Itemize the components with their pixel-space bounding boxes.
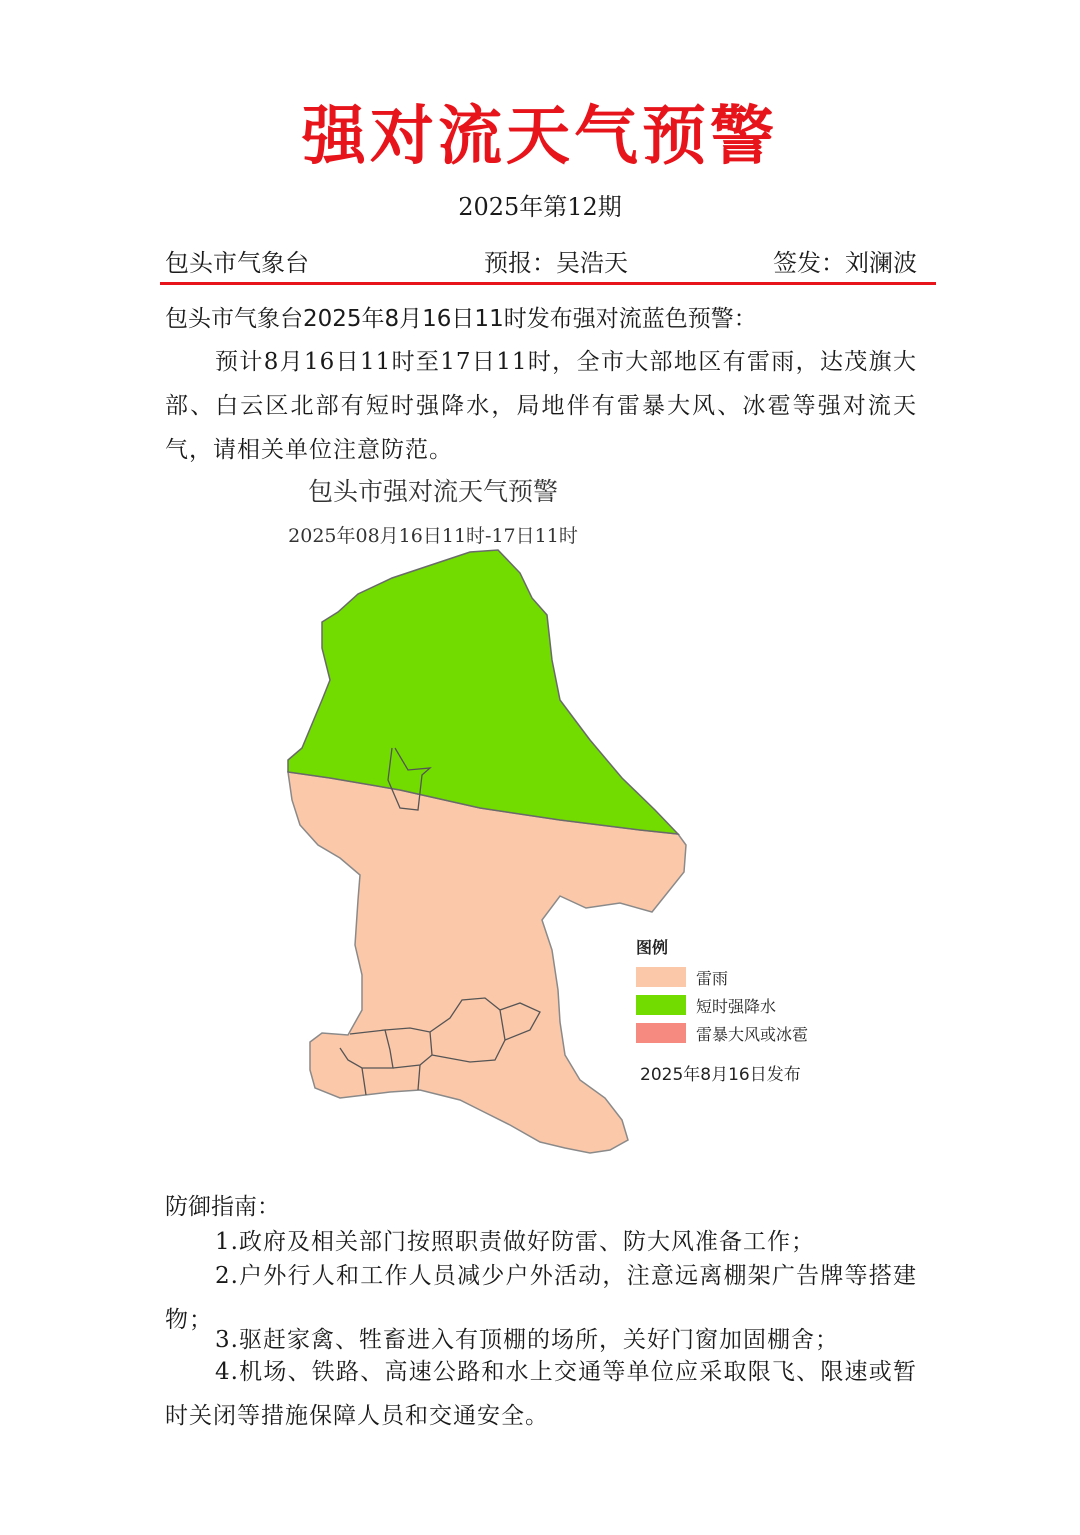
guide-item: 4.机场、铁路、高速公路和水上交通等单位应采取限飞、限速或暂时关闭等措施保障人员和交通安全。: [165, 1359, 917, 1429]
forecaster: 预报：吴浩天: [484, 249, 628, 277]
warning-map: [270, 470, 870, 1170]
issuing-organization: 包头市气象台: [165, 249, 309, 277]
guide-item: 2.户外行人和工作人员减少户外活动，注意远离棚架广告牌等搭建物；: [165, 1263, 917, 1333]
map-region-thunderstorm: [288, 772, 686, 1153]
map-title: 包头市强对流天气预警: [307, 477, 559, 506]
signer: 签发：刘澜波: [773, 249, 917, 277]
document-title: 强对流天气预警: [302, 99, 778, 174]
warning-body: 预计8月16日11时至17日11时，全市大部地区有雷雨，达茂旗大部、白云区北部有短时强降水，局地伴有雷暴大风、冰雹等强对流天气，请相关单位注意防范。: [165, 349, 917, 463]
guide-item: 3.驱赶家禽、牲畜进入有顶棚的场所，关好门窗加固棚舍；: [215, 1327, 839, 1353]
guide-item: 1.政府及相关部门按照职责做好防雷、防大风准备工作；: [215, 1229, 815, 1255]
map-subtitle: 2025年08月16日11时-17日11时: [288, 525, 578, 547]
warning-intro: 包头市气象台2025年8月16日11时发布强对流蓝色预警：: [165, 306, 757, 332]
legend-swatch-wind-hail: [636, 1023, 686, 1043]
legend-label-heavy-rain: 短时强降水: [696, 997, 777, 1016]
legend-label-thunderstorm: 雷雨: [696, 969, 729, 988]
map-issue-date: 2025年8月16日发布: [640, 1065, 801, 1085]
legend-title: 图例: [636, 938, 669, 957]
legend-swatch-thunderstorm: [636, 967, 686, 987]
legend-label-wind-hail: 雷暴大风或冰雹: [696, 1025, 809, 1044]
issue-number: 2025年第12期: [458, 193, 622, 221]
guide-title: 防御指南：: [165, 1194, 280, 1220]
header-divider: [160, 282, 936, 285]
legend-swatch-heavy-rain: [636, 995, 686, 1015]
